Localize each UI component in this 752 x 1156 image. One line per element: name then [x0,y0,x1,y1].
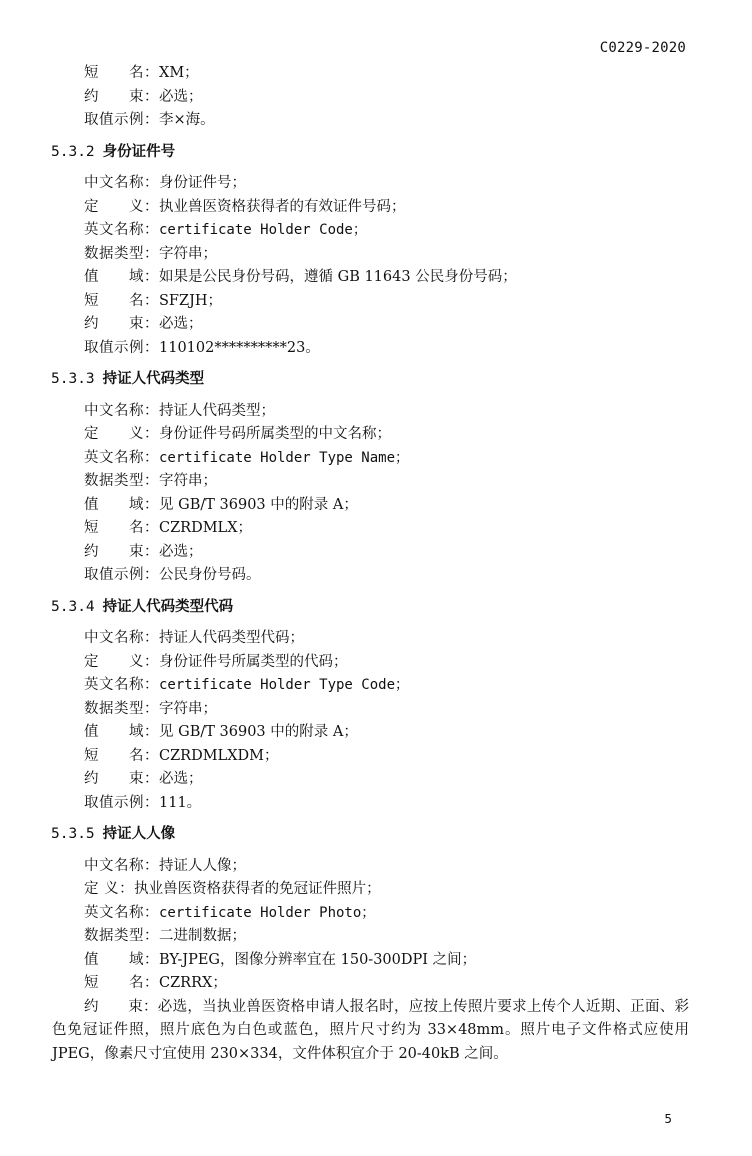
field-value: CZRDMLX； [159,520,253,536]
field-row [0,627,752,651]
field-row [0,109,752,133]
field-value: certificate Holder Type Name； [159,449,410,466]
field-value: 执业兽医资格获得者的免冠证件照片； [134,881,381,897]
field-key: 定 义： [84,653,159,670]
section-number: 5.3.4 [51,598,95,615]
field-key: 英文名称： [84,222,159,238]
field-key: 数据类型： [84,245,159,262]
field-key: 定 义： [84,198,159,215]
field-value: 必选； [159,771,203,787]
section-heading [0,823,752,847]
field-key: 值 域： [84,496,159,513]
field-key: 短 名： [84,520,159,536]
field-row [0,721,752,745]
field-key: 约 束： [84,543,159,560]
field-row [0,541,752,565]
field-key: 值 域： [84,951,159,968]
field-key: 值 域： [84,269,159,285]
field-key: 取值示例： [84,112,159,128]
field-key: 短 名： [84,292,159,309]
document-body [0,62,752,1066]
field-row [0,902,752,926]
field-value: 执业兽医资格获得者的有效证件号码； [159,198,406,215]
field-row [0,517,752,541]
field-row [0,651,752,675]
field-key: 数据类型： [84,700,159,717]
field-value: CZRRX； [159,975,227,991]
field-value: 必选； [159,316,203,332]
field-value: 必选； [159,543,203,560]
field-row [0,86,752,110]
field-key: 定 义： [84,426,159,442]
field-value: BY-JPEG，图像分辨率宜在 150-300DPI 之间； [159,951,477,968]
field-row [0,768,752,792]
field-row [0,447,752,471]
field-row [0,423,752,447]
field-value: 持证人代码类型代码； [159,630,304,646]
field-row [0,949,752,973]
field-value: certificate Holder Code； [159,222,367,238]
section-heading [0,141,752,165]
section-title: 持证人代码类型 [102,371,205,387]
section-title: 持证人人像 [102,826,176,842]
field-key: 数据类型： [84,928,159,944]
field-value: 持证人人像； [159,857,246,874]
field-row [0,400,752,424]
field-value: 111。 [159,794,202,811]
field-row [0,243,752,267]
field-key: 短 名： [84,975,159,991]
field-value: 身份证件号； [159,175,246,191]
field-value: 二进制数据； [159,928,246,944]
field-key: 取值示例： [84,567,159,583]
section-number: 5.3.5 [51,826,95,842]
field-row [0,674,752,698]
field-key: 值 域： [84,724,159,740]
field-row [0,878,752,902]
field-value: 持证人代码类型； [159,402,275,419]
field-key: 约 束： [84,771,159,787]
section-title: 身份证件号 [102,143,176,160]
field-key: 英文名称： [84,449,159,466]
field-value: 字符串； [159,700,217,717]
field-row [0,855,752,879]
field-row [0,219,752,243]
field-value: CZRDMLXDM； [159,747,279,764]
field-value: 见 GB/T 36903 中的附录 A； [159,724,358,740]
field-row [0,972,752,996]
field-value: 如果是公民身份号码，遵循 GB 11643 公民身份号码； [159,269,517,285]
field-row [0,470,752,494]
section-number: 5.3.2 [51,143,95,160]
field-key: 约 束： [84,316,159,332]
section-heading [0,368,752,392]
field-value: 身份证件号所属类型的代码； [159,653,348,670]
field-value: 110102**********23。 [159,339,320,356]
field-value: 公民身份号码。 [159,567,261,583]
field-row [0,792,752,816]
field-key: 取值示例： [84,339,159,356]
field-key: 数据类型： [84,473,159,489]
field-key: 中文名称： [84,175,159,191]
field-value: certificate Holder Type Code； [159,677,410,693]
field-row [0,62,752,86]
field-value: 字符串； [159,473,217,489]
field-row [0,698,752,722]
field-value: 见 GB/T 36903 中的附录 A； [159,496,358,513]
field-row [0,337,752,361]
field-key: 中文名称： [84,402,159,419]
field-row [0,494,752,518]
field-row [0,266,752,290]
section-number: 5.3.3 [51,371,95,387]
page-number: 5 [664,1112,672,1126]
field-value: XM； [159,65,199,81]
field-value: 必选； [159,88,203,105]
field-value: 字符串； [159,245,217,262]
field-row [0,313,752,337]
field-row [0,564,752,588]
field-key: 中文名称： [84,857,159,874]
field-key: 约 束： [84,88,159,105]
field-key: 中文名称： [84,630,159,646]
field-row [0,745,752,769]
constraint-paragraph: 约 束：必选，当执业兽医资格申请人报名时，应按上传照片要求上传个人近期、正面、彩色免冠证件照，照片底色为白色或蓝色，照片尺寸约为 33×48mm。照片电子文件格式应使用 JPEG，像素尺寸宜使用 230×334，文件体积宜介于 20-40kB 之间。 [52,998,689,1062]
field-row [0,290,752,314]
field-key: 英文名称： [84,904,159,921]
field-value: 身份证件号码所属类型的中文名称； [159,426,391,442]
field-key: 英文名称： [84,677,159,693]
field-row [0,196,752,220]
field-key: 短 名： [84,747,159,764]
field-key: 短 名： [84,65,159,81]
field-key: 定 义： [84,881,135,897]
field-row [0,172,752,196]
document-code: C0229-2020 [599,40,686,56]
field-value: SFZJH； [159,292,223,309]
field-value: 李×海。 [159,112,215,128]
section-heading [0,596,752,620]
field-key: 取值示例： [84,794,159,811]
field-row [0,925,752,949]
field-value: certificate Holder Photo； [159,904,376,921]
section-title: 持证人代码类型代码 [102,598,234,615]
